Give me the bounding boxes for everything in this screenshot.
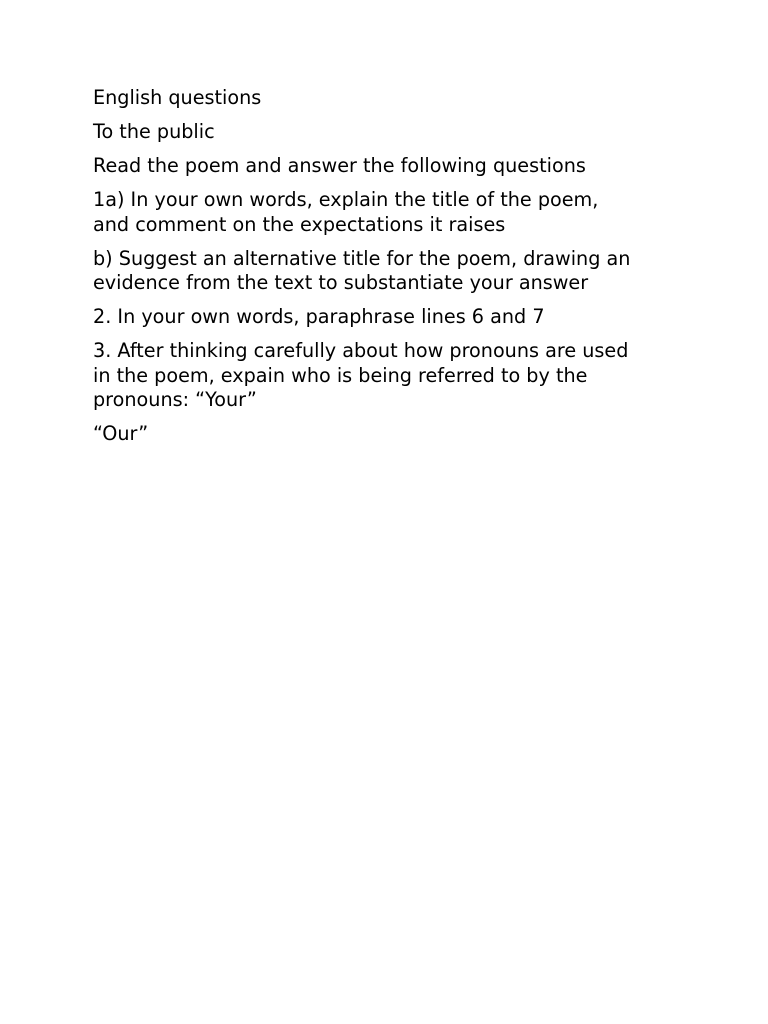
instruction-text: Read the poem and answer the following questions bbox=[93, 154, 586, 177]
question-2: 2. In your own words, paraphrase lines 6 and 7 bbox=[93, 305, 545, 328]
question-3: 3. After thinking carefully about how pronouns are used in the poem, expain who is being referred to by the pronouns: “Your” bbox=[93, 339, 629, 411]
question-1b: b) Suggest an alternative title for the poem, drawing an evidence from the text to substantiate your answer bbox=[93, 246, 631, 294]
document-heading: English questions bbox=[93, 86, 262, 109]
question-1a: 1a) In your own words, explain the title of the poem, and comment on the expectations it raises bbox=[93, 188, 599, 236]
document-body bbox=[93, 86, 693, 456]
question-3-pronoun: “Our” bbox=[93, 422, 149, 445]
document-subheading: To the public bbox=[93, 120, 215, 143]
